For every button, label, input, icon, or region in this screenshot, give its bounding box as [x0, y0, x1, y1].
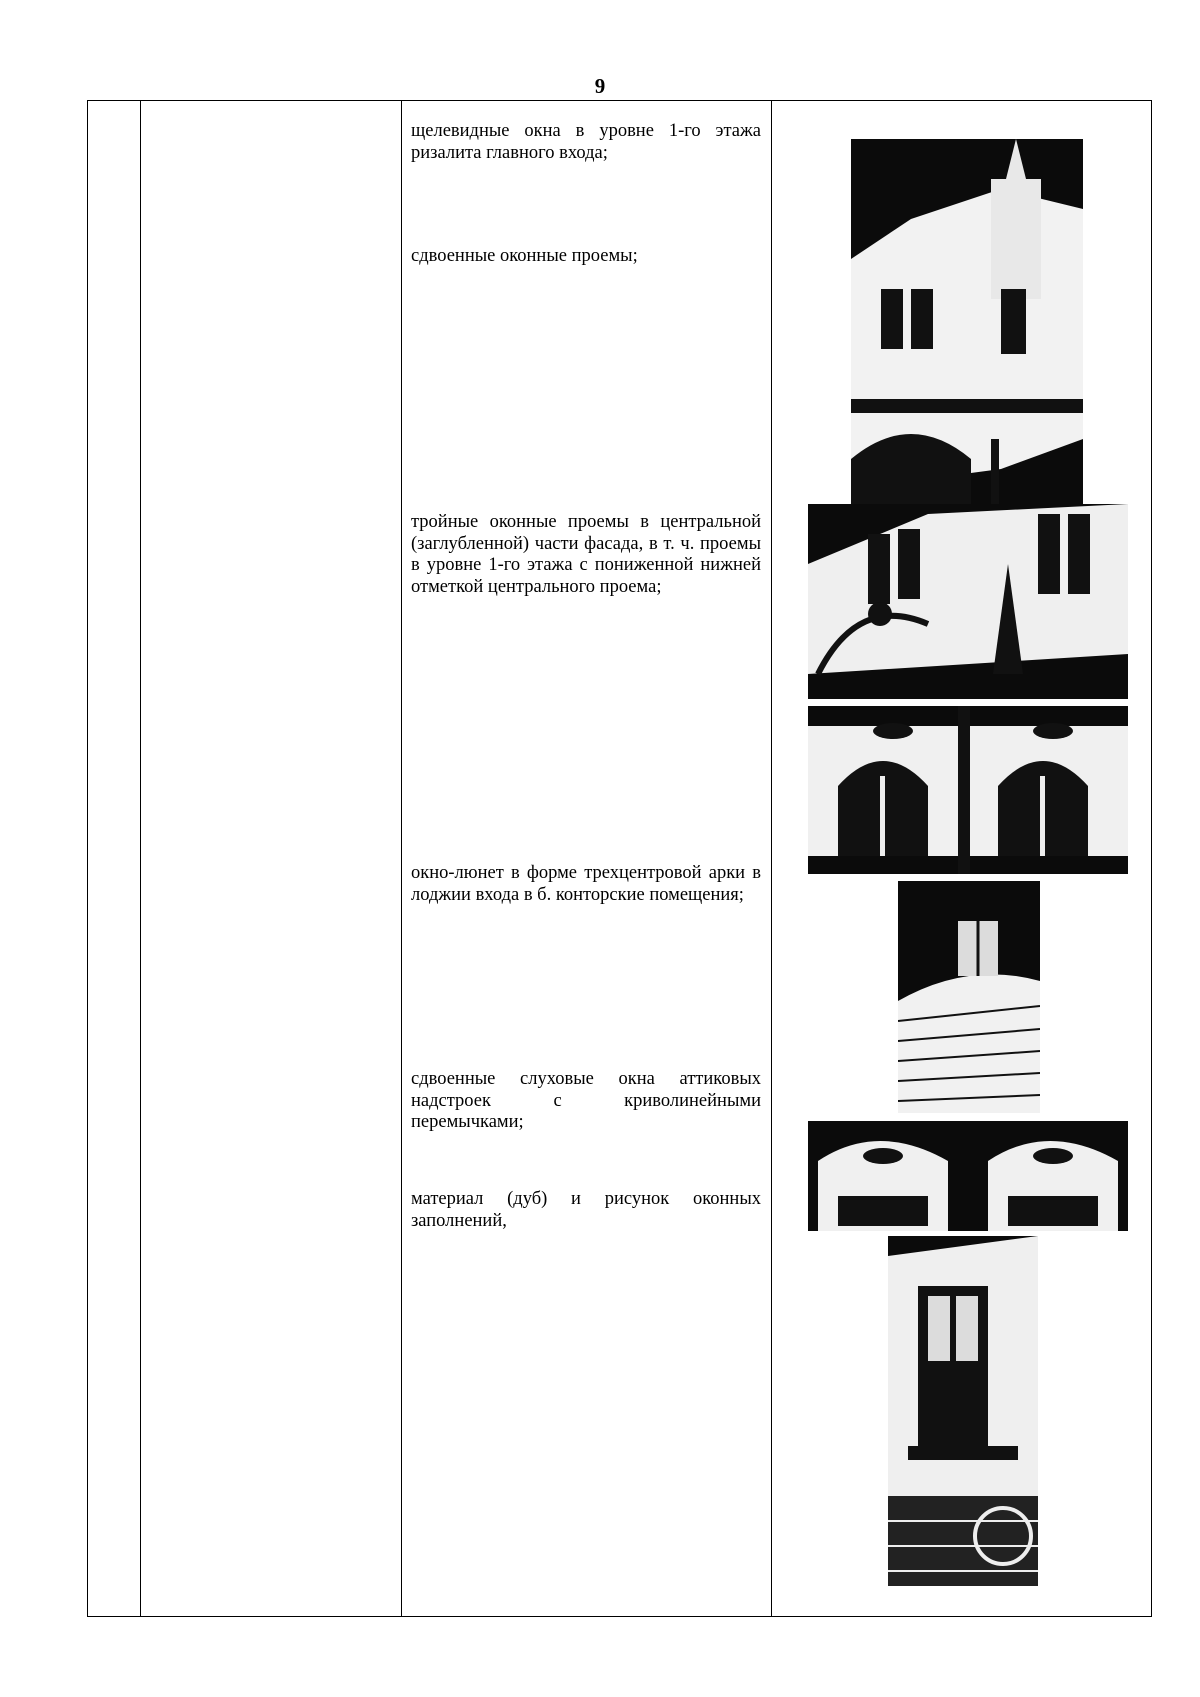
item-description: тройные оконные проемы в центральной (заглубленной) части фасада, в т. ч. проемы в уровне 1-го этажа с пониженной нижней отметкой центрального проема; [411, 512, 761, 597]
column-divider [140, 101, 141, 1616]
item-description: окно-люнет в форме трехцентровой арки в лоджии входа в б. конторские помещения; [411, 863, 761, 905]
oak-window-frames-photo [888, 1236, 1038, 1586]
paired-windows-photo [808, 706, 1128, 874]
page-number: 9 [594, 74, 606, 98]
lunette-window-arch-photo [898, 881, 1040, 1113]
triple-windows-photo [808, 504, 1128, 699]
item-description: сдвоенные оконные проемы; [411, 246, 638, 266]
item-description: материал (дуб) и рисунок оконных заполнений, [411, 1189, 761, 1231]
building-facade-corner-tower-photo [851, 139, 1083, 529]
column-divider [401, 101, 402, 1616]
document-table [87, 100, 1152, 1617]
column-divider [771, 101, 772, 1616]
dormer-windows-photo [808, 1121, 1128, 1231]
item-description: сдвоенные слуховые окна аттиковых надстроек с криволинейными перемычками; [411, 1069, 761, 1132]
item-description: щелевидные окна в уровне 1-го этажа ризалита главного входа; [411, 121, 761, 163]
